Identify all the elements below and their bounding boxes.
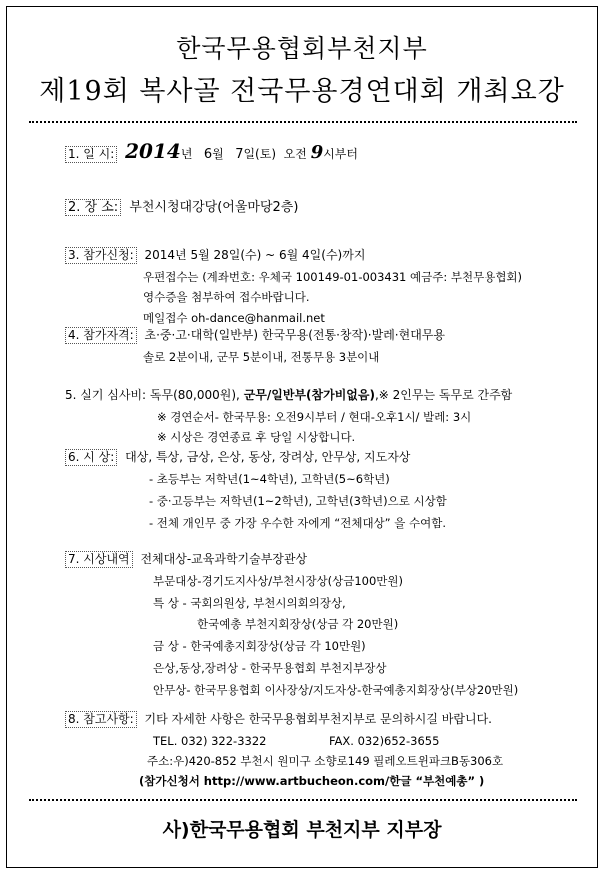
eligibility-time-line: 솔로 2분이내, 군무 5분이내, 전통무용 3분이내 (143, 350, 380, 364)
date-year: 2014 (125, 139, 181, 163)
application-mail-line: 우편접수는 (계좌번호: 우체국 100149-01-003431 예금주: 부천무용협회) (143, 270, 523, 284)
hour-unit: 시부터 (323, 147, 358, 161)
award-details-line4: 한국예총 부천지회장상(상금 각 20만원) (197, 617, 399, 631)
date-label: 1. 일 시: (65, 146, 117, 163)
award-details-line7: 안무상- 한국무용협회 이사장상/지도자상-한국예총지회장상(부상20만원) (153, 683, 519, 697)
application-receipt-line: 영수증을 첨부하여 접수바랍니다. (143, 290, 310, 304)
eligibility-label: 4. 참가자격: (65, 327, 137, 344)
year-unit: 년 (180, 147, 193, 161)
date-hour: 9 (310, 142, 324, 163)
notes-tel: TEL. 032) 322-3322 (153, 734, 267, 748)
organization-name: 한국무용협회부천지부 (176, 34, 428, 63)
divider-top (29, 121, 577, 123)
section-application (65, 247, 365, 264)
section-eligibility (65, 327, 445, 344)
notes-label: 8. 참고사항: (65, 711, 137, 728)
signature: 사)한국무용협회 부천지부 지부장 (162, 819, 442, 841)
awards-grand-line: - 전체 개인무 중 가장 우수한 자에게 “전체대상” 을 수여함. (149, 516, 447, 530)
fees-note: ,※ 2인무는 독무로 간주함 (374, 388, 513, 402)
application-label: 3. 참가신청: (65, 247, 137, 264)
application-email-line: 메일접수 oh-dance@hanmail.net (143, 311, 325, 325)
fees-solo: 독무(80,000원), (149, 388, 240, 402)
award-details-line3: 특 상 - 국회의원상, 부천시의회의장상, (153, 596, 346, 610)
notes-application-link: (참가신청서 http://www.artbucheon.com/한글 “부천예총” ) (139, 774, 485, 788)
application-period: 2014년 5월 28일(수) ~ 6월 4일(수)까지 (144, 248, 366, 262)
award-details-label: 7. 시상내역 (65, 551, 133, 568)
page-title: 제19회 복사골 전국무용경연대회 개최요강 (39, 76, 565, 107)
eligibility-text: 초·중·고·대학(일반부) 한국무용(전통·창작)·발레·현대무용 (144, 328, 445, 342)
section-notes (65, 711, 492, 728)
date-day: 7 (235, 147, 244, 162)
venue-label: 2. 장 소: (65, 199, 121, 216)
award-details-line6: 은상,동상,장려상 - 한국무용협회 부천지부장상 (153, 661, 387, 675)
section-venue (65, 199, 298, 216)
divider-bottom (29, 799, 577, 801)
section-awards (65, 449, 410, 466)
venue-text: 부천시청대강당(어울마당2층) (129, 200, 299, 215)
notes-address: 주소:우)420-852 부천시 원미구 소향로149 필레오트윈파크B동306호 (147, 754, 504, 768)
section-fees (65, 387, 512, 404)
awards-text: 대상, 특상, 금상, 은상, 동상, 장려상, 안무상, 지도자상 (125, 450, 411, 464)
date-month: 6 (203, 147, 213, 162)
fees-label: 5. 실기 심사비: (65, 388, 147, 402)
month-unit: 월 (212, 147, 224, 161)
section-date (65, 139, 358, 163)
awards-secondary-line: - 중·고등부는 저학년(1~2학년), 고학년(3학년)으로 시상함 (149, 494, 447, 508)
award-details-line5: 금 상 - 한국예총지회장상(상금 각 10만원) (153, 639, 366, 653)
section-award-details (65, 551, 307, 568)
awards-elementary-line: - 초등부는 저학년(1~4학년), 고학년(5~6학년) (149, 472, 390, 486)
day-unit: 일(토) (243, 147, 277, 161)
date-ampm: 오전 (283, 147, 307, 161)
notice-page (6, 6, 598, 868)
notes-fax: FAX. 032)652-3655 (329, 734, 440, 748)
award-details-line2: 부문대상-경기도지사상/부천시장상(상금100만원) (153, 574, 404, 588)
fees-group: 군무/일반부(참가비없음) (243, 388, 375, 402)
fees-order-line: ※ 경연순서- 한국무용: 오전9시부터 / 현대-오후1시/ 발레: 3시 (157, 410, 472, 424)
notes-text: 기타 자세한 사항은 한국무용협회부천지부로 문의하시길 바랍니다. (144, 712, 492, 726)
fees-award-line: ※ 시상은 경연종료 후 당일 시상합니다. (157, 430, 356, 444)
awards-label: 6. 시 상: (65, 449, 117, 466)
award-details-text: 전체대상-교육과학기술부장관상 (140, 552, 308, 566)
